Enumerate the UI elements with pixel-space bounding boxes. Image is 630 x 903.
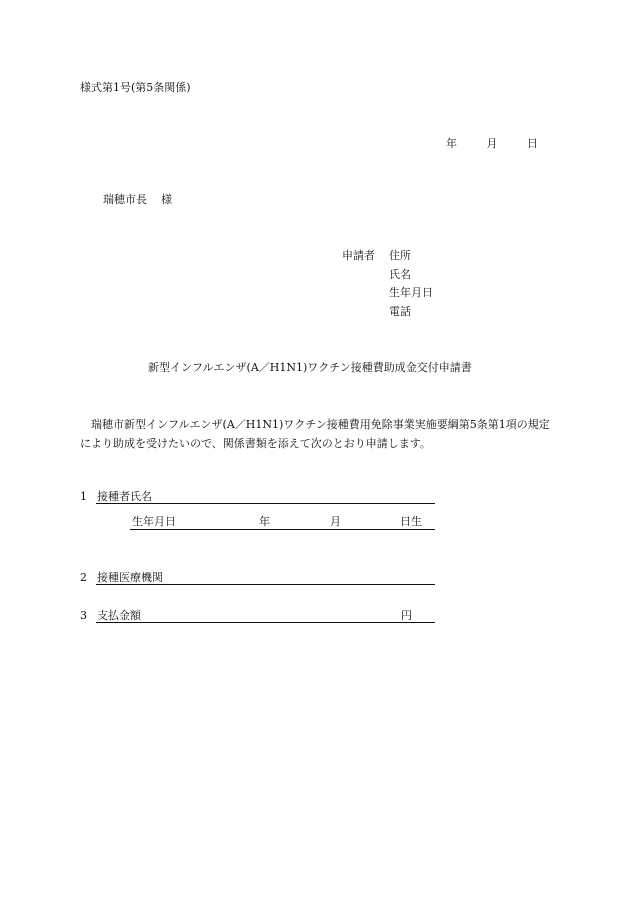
item-label: 支払金額 [97,609,141,622]
date-month-label: 月 [486,137,498,150]
applicant-field-name: 氏名 [389,267,411,281]
body-paragraph: 瑞穂市新型インフルエンザ(A／H1N1)ワクチン接種費用免除事業実施要綱第5条第1項の規定により助成を受けたいので、関係書類を添えて次のとおり申請します。 [80,418,550,450]
applicant-field-phone: 電話 [389,304,411,318]
payment-unit-label: 円 [401,609,412,622]
birthdate-underline [130,529,435,530]
date-year-label: 年 [446,137,457,150]
item-label: 接種医療機関 [97,571,163,584]
applicant-fields [389,249,433,323]
item-payment-amount [80,609,141,623]
applicant-label: 申請者 [342,249,375,262]
item-recipient-name [80,490,152,504]
document-title: 新型インフルエンザ(A／H1N1)ワクチン接種費助成金交付申請書 [148,361,472,374]
form-number: 様式第1号(第5条関係) [80,81,191,94]
item-medical-institution [80,571,163,585]
item-number: 1 [80,490,87,503]
applicant-field-birthdate: 生年月日 [389,286,433,299]
birthdate-label: 生年月日 [132,515,176,528]
birthdate-month-label: 月 [330,515,341,528]
date-day-label: 日 [527,137,538,150]
recipient-name-underline [96,503,435,504]
addressee [103,193,172,207]
payment-amount-underline [96,622,435,623]
item-label: 接種者氏名 [97,490,152,503]
applicant-field-address: 住所 [389,249,411,262]
addressee-name: 瑞穂市長 [103,193,147,206]
addressee-honorific: 様 [161,193,172,206]
birthdate-day-label: 日生 [400,515,422,528]
item-number: 2 [80,571,87,584]
item-number: 3 [80,609,87,622]
medical-institution-underline [96,584,435,585]
date-line [446,137,538,151]
birthdate-year-label: 年 [259,515,270,528]
